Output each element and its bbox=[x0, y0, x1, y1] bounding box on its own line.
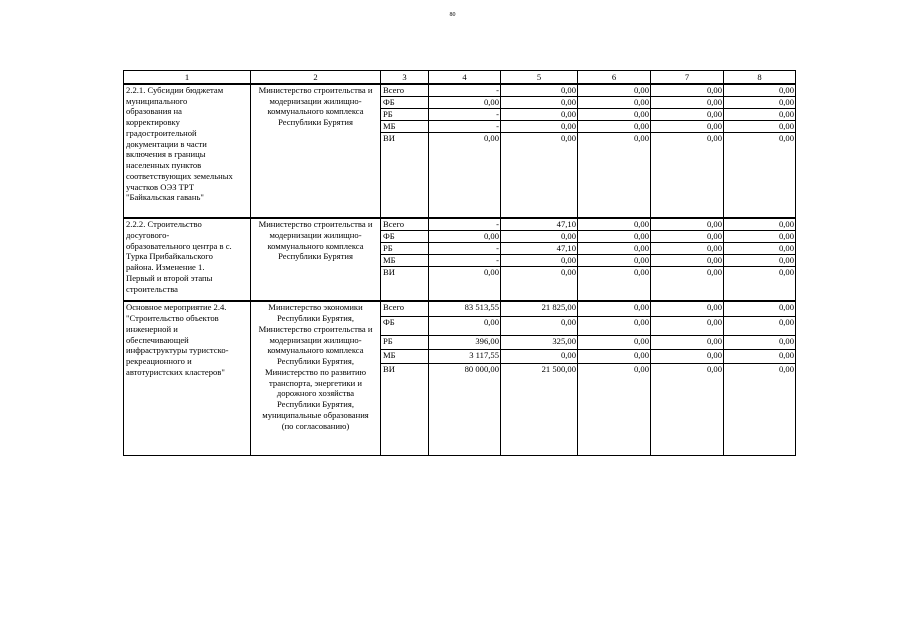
column-number: 8 bbox=[724, 71, 796, 85]
amount-cell: 0,00 bbox=[651, 301, 724, 316]
amount-cell: 0,00 bbox=[578, 266, 651, 301]
amount-cell: 0,00 bbox=[651, 230, 724, 242]
amount-cell: 0,00 bbox=[724, 363, 796, 455]
column-number: 6 bbox=[578, 71, 651, 85]
amount-cell: 0,00 bbox=[578, 301, 651, 316]
amount-cell: 0,00 bbox=[724, 96, 796, 108]
funding-source-cell: ВИ bbox=[381, 266, 429, 301]
amount-cell: 0,00 bbox=[578, 84, 651, 96]
amount-cell: 0,00 bbox=[724, 301, 796, 316]
amount-cell: 0,00 bbox=[651, 363, 724, 455]
activity-name: Основное мероприятие 2.4. "Строительство объектов инженерной и обеспечивающей инфраструктуры туристско- рекреационного и автотуристских кластеров" bbox=[126, 302, 229, 377]
amount-cell: 3 117,55 bbox=[429, 349, 501, 363]
amount-cell: 0,00 bbox=[429, 316, 501, 335]
executor-cell bbox=[251, 218, 381, 301]
amount-cell: 0,00 bbox=[578, 108, 651, 120]
amount-cell: 0,00 bbox=[429, 266, 501, 301]
amount-cell: 0,00 bbox=[501, 120, 578, 132]
amount-cell: 0,00 bbox=[578, 242, 651, 254]
amount-cell: 80 000,00 bbox=[429, 363, 501, 455]
column-number: 7 bbox=[651, 71, 724, 85]
amount-cell: 0,00 bbox=[651, 108, 724, 120]
funding-source-cell: МБ bbox=[381, 120, 429, 132]
funding-source-cell: ВИ bbox=[381, 132, 429, 218]
amount-cell: 0,00 bbox=[651, 218, 724, 230]
activity-name: 2.2.1. Субсидии бюджетам муниципального образования на корректировку градостроительной документации в части включения в границы населенных пунктов соответствующих земельных участков ОЭЗ ТРТ "Байкальская гавань" bbox=[126, 85, 233, 203]
amount-cell: 0,00 bbox=[724, 120, 796, 132]
amount-cell: - bbox=[429, 218, 501, 230]
amount-cell: 0,00 bbox=[651, 132, 724, 218]
amount-cell: 0,00 bbox=[429, 96, 501, 108]
column-number: 2 bbox=[251, 71, 381, 85]
amount-cell: 0,00 bbox=[724, 230, 796, 242]
amount-cell: 21 825,00 bbox=[501, 301, 578, 316]
amount-cell: 0,00 bbox=[578, 96, 651, 108]
activity-name-cell bbox=[124, 218, 251, 301]
amount-cell: 0,00 bbox=[651, 84, 724, 96]
amount-cell: 0,00 bbox=[578, 254, 651, 266]
amount-cell: 0,00 bbox=[724, 316, 796, 335]
funding-source-cell: ФБ bbox=[381, 230, 429, 242]
amount-cell: 21 500,00 bbox=[501, 363, 578, 455]
amount-cell: - bbox=[429, 120, 501, 132]
amount-cell: - bbox=[429, 254, 501, 266]
funding-source-cell: МБ bbox=[381, 349, 429, 363]
amount-cell: 0,00 bbox=[578, 120, 651, 132]
amount-cell: 0,00 bbox=[724, 242, 796, 254]
amount-cell: 83 513,55 bbox=[429, 301, 501, 316]
amount-cell: 0,00 bbox=[501, 230, 578, 242]
page-number: 80 bbox=[449, 12, 456, 18]
table-row bbox=[124, 84, 796, 96]
amount-cell: 0,00 bbox=[724, 132, 796, 218]
amount-cell: - bbox=[429, 84, 501, 96]
amount-cell: 0,00 bbox=[724, 254, 796, 266]
funding-source-cell: Всего bbox=[381, 301, 429, 316]
amount-cell: 0,00 bbox=[501, 349, 578, 363]
activity-name-cell bbox=[124, 84, 251, 218]
amount-cell: 0,00 bbox=[651, 242, 724, 254]
amount-cell: - bbox=[429, 242, 501, 254]
amount-cell: 325,00 bbox=[501, 335, 578, 349]
amount-cell: 0,00 bbox=[651, 316, 724, 335]
amount-cell: 0,00 bbox=[724, 218, 796, 230]
amount-cell: 47,10 bbox=[501, 242, 578, 254]
funding-source-cell: ВИ bbox=[381, 363, 429, 455]
amount-cell: 0,00 bbox=[651, 349, 724, 363]
amount-cell: 0,00 bbox=[724, 84, 796, 96]
amount-cell: 0,00 bbox=[578, 230, 651, 242]
executor-cell bbox=[251, 84, 381, 218]
amount-cell: 0,00 bbox=[501, 96, 578, 108]
amount-cell: 0,00 bbox=[578, 335, 651, 349]
activity-name-cell bbox=[124, 301, 251, 455]
amount-cell: 0,00 bbox=[578, 349, 651, 363]
funding-source-cell: Всего bbox=[381, 84, 429, 96]
executor-cell bbox=[251, 301, 381, 455]
amount-cell: 0,00 bbox=[578, 363, 651, 455]
amount-cell: 0,00 bbox=[501, 108, 578, 120]
amount-cell: 0,00 bbox=[501, 254, 578, 266]
amount-cell: 0,00 bbox=[501, 84, 578, 96]
budget-table bbox=[123, 70, 796, 456]
amount-cell: 0,00 bbox=[501, 266, 578, 301]
amount-cell: - bbox=[429, 108, 501, 120]
funding-source-cell: МБ bbox=[381, 254, 429, 266]
amount-cell: 0,00 bbox=[578, 316, 651, 335]
amount-cell: 0,00 bbox=[651, 254, 724, 266]
column-number: 1 bbox=[124, 71, 251, 85]
amount-cell: 47,10 bbox=[501, 218, 578, 230]
amount-cell: 0,00 bbox=[651, 266, 724, 301]
amount-cell: 0,00 bbox=[429, 132, 501, 218]
funding-source-cell: РБ bbox=[381, 242, 429, 254]
executor-name: Министерство экономики Республики Бурятия, Министерство строительства и модернизации жилищно- коммунального комплекса Республики Бурятия, Министерство по развитию транспорта, энергетики и дорожного хозяйства Республики Бурятия, муниципальные образования (по согласованию) bbox=[258, 302, 373, 431]
amount-cell: 0,00 bbox=[724, 108, 796, 120]
funding-source-cell: ФБ bbox=[381, 96, 429, 108]
amount-cell: 0,00 bbox=[724, 349, 796, 363]
amount-cell: 0,00 bbox=[501, 316, 578, 335]
amount-cell: 0,00 bbox=[724, 335, 796, 349]
column-number: 4 bbox=[429, 71, 501, 85]
funding-source-cell: Всего bbox=[381, 218, 429, 230]
table-row bbox=[124, 301, 796, 316]
amount-cell: 0,00 bbox=[501, 132, 578, 218]
amount-cell: 0,00 bbox=[651, 335, 724, 349]
amount-cell: 0,00 bbox=[429, 230, 501, 242]
funding-source-cell: ФБ bbox=[381, 316, 429, 335]
column-number: 3 bbox=[381, 71, 429, 85]
amount-cell: 0,00 bbox=[724, 266, 796, 301]
activity-name: 2.2.2. Строительство досугового- образовательного центра в с. Турка Прибайкальского района. Изменение 1. Первый и второй этапы строительства bbox=[126, 219, 232, 294]
amount-cell: 0,00 bbox=[651, 96, 724, 108]
funding-source-cell: РБ bbox=[381, 335, 429, 349]
table-row bbox=[124, 218, 796, 230]
amount-cell: 0,00 bbox=[578, 132, 651, 218]
amount-cell: 396,00 bbox=[429, 335, 501, 349]
column-number: 5 bbox=[501, 71, 578, 85]
amount-cell: 0,00 bbox=[578, 218, 651, 230]
executor-name: Министерство строительства и модернизации жилищно- коммунального комплекса Республики Бурятия bbox=[258, 85, 373, 128]
amount-cell: 0,00 bbox=[651, 120, 724, 132]
executor-name: Министерство строительства и модернизации жилищно- коммунального комплекса Республики Бурятия bbox=[258, 219, 373, 262]
column-number-row bbox=[124, 71, 796, 85]
funding-source-cell: РБ bbox=[381, 108, 429, 120]
